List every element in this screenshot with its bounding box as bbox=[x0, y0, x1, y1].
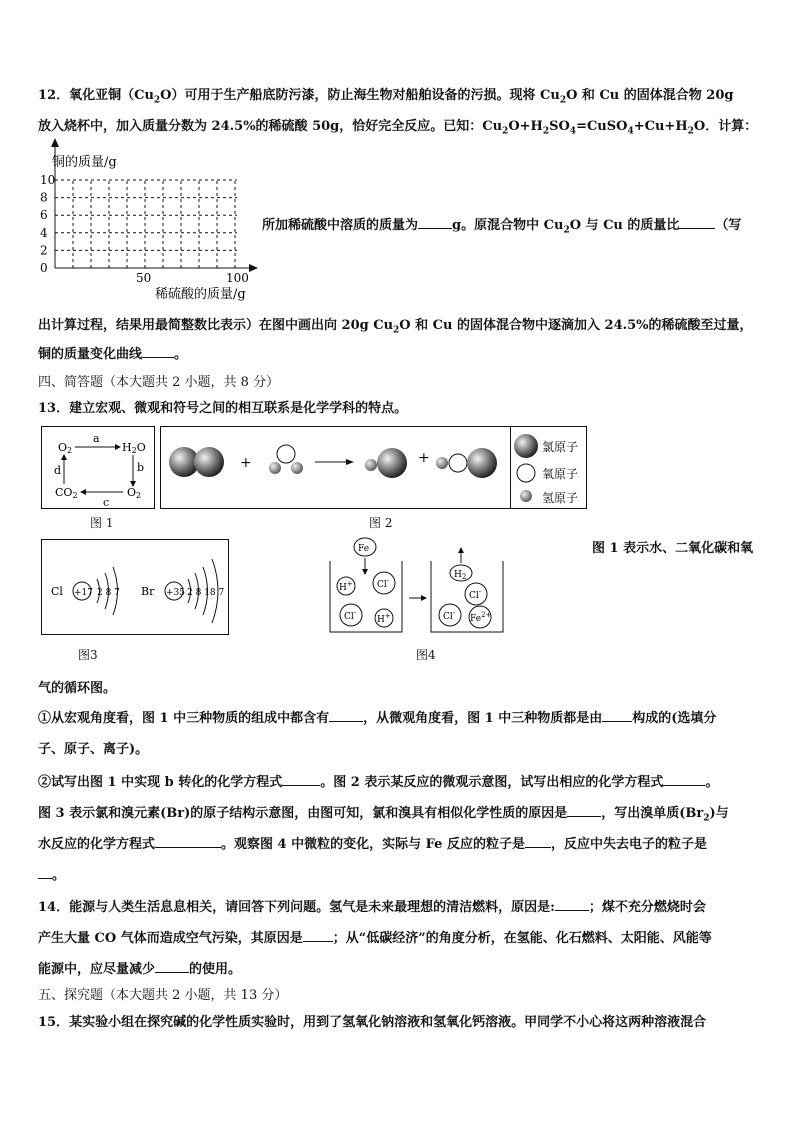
q13-cont: 气的循环图。 bbox=[38, 681, 117, 696]
answer-blank[interactable] bbox=[602, 709, 632, 722]
cl-ion-label: Cl- bbox=[443, 609, 456, 622]
q13-part2: ②试写出图 1 中实现 b 转化的化学方程式 。图 2 表示某反应的微观示意图，试写出相应的化学方程式 。 bbox=[38, 775, 719, 790]
co2-label: CO2 bbox=[55, 486, 78, 500]
plus-sign: + bbox=[240, 455, 252, 471]
legend-oxygen-label: 氧原子 bbox=[542, 467, 579, 481]
oxygen-atom bbox=[277, 445, 295, 463]
figure-3-caption: 图3 bbox=[78, 648, 98, 662]
figure-3-atomic-structure bbox=[41, 539, 229, 635]
o2-bottom-label: O2 bbox=[127, 486, 142, 500]
q13-part4: 水反应的化学方程式 。观察图 4 中微粒的变化，实际与 Fe 反应的粒子是 ，反应中失去电子的粒子是 bbox=[38, 837, 707, 852]
bromine-electrons: 2 8 18 7 bbox=[187, 588, 225, 598]
cl-ion-label: Cl- bbox=[469, 588, 482, 601]
chlorine-electrons: 2 8 7 bbox=[97, 588, 120, 598]
answer-blank[interactable] bbox=[155, 960, 189, 973]
answer-blank[interactable] bbox=[418, 216, 452, 229]
q12-side-text: 所加稀硫酸中溶质的质量为 g。原混合物中 $Cu_2O$ 与 Cu 的质量比 （写 bbox=[262, 218, 742, 236]
q15-line1: 15．某实验小组在探究碱的化学性质实验时，用到了氢氧化钠溶液和氢氧化钙溶液。甲同学不小心将这两种溶液混合 bbox=[38, 1015, 707, 1030]
q13-part1-cont: 子、原子、离子)。 bbox=[38, 742, 149, 757]
answer-blank[interactable] bbox=[329, 709, 363, 722]
legend-oxygen-icon bbox=[517, 464, 535, 482]
y-axis-label: 铜的质量/g bbox=[52, 155, 117, 170]
y-tick-label: 4 bbox=[40, 225, 48, 240]
figure-4-beakers bbox=[327, 535, 517, 638]
q13-part5: 。 bbox=[38, 864, 65, 883]
arrow-c-label: c bbox=[103, 496, 110, 509]
cl-ion-label: Cl- bbox=[344, 609, 357, 622]
legend-chlorine-icon bbox=[514, 434, 538, 458]
figure-1-cycle bbox=[41, 426, 155, 509]
q13-side-text: 图 1 表示水、二氧化碳和氧 bbox=[592, 541, 754, 556]
answer-blank[interactable] bbox=[155, 835, 221, 848]
y-tick-label: 6 bbox=[40, 208, 48, 223]
h2o-label: H2O bbox=[122, 441, 146, 455]
chlorine-atom bbox=[377, 448, 407, 478]
x-axis-arrow bbox=[249, 264, 258, 272]
answer-blank[interactable] bbox=[663, 773, 705, 786]
chlorine-nucleus: +17 bbox=[74, 588, 93, 598]
answer-blank[interactable] bbox=[567, 804, 601, 817]
chlorine-atom bbox=[467, 448, 497, 478]
arrow-b-label: b bbox=[137, 461, 145, 474]
q13-part3: 图 3 表示氯和溴元素(Br)的原子结构示意图，由图可知，氯和溴具有相似化学性质的原因是 ，写出溴单质$(Br_2)$与 bbox=[38, 806, 729, 824]
arrow-a-label: a bbox=[93, 432, 100, 445]
y-tick-label: 8 bbox=[40, 190, 48, 205]
q14-line3: 能源中，应尽量减少 的使用。 bbox=[38, 962, 242, 977]
legend-hydrogen-label: 氢原子 bbox=[542, 491, 579, 505]
answer-blank[interactable] bbox=[38, 866, 52, 879]
chlorine-symbol: Cl bbox=[51, 585, 63, 598]
answer-blank[interactable] bbox=[303, 929, 333, 942]
answer-blank[interactable] bbox=[142, 345, 174, 358]
answer-blank[interactable] bbox=[679, 216, 715, 229]
figure-2-caption: 图 2 bbox=[369, 516, 393, 530]
h-ion-label: H+ bbox=[339, 580, 353, 593]
bromine-nucleus: +35 bbox=[166, 588, 185, 598]
x-axis-label: 稀硫酸的质量/g bbox=[155, 287, 246, 302]
fe2-ion-label: $Fe^{2+}$ bbox=[470, 611, 492, 624]
x-tick-label: 100 bbox=[226, 271, 249, 285]
y-tick-label: 2 bbox=[40, 243, 48, 258]
q14-line1: 14．能源与人类生活息息相关，请回答下列问题。氢气是未来最理想的清洁燃料，原因是: ；煤不充分燃烧时会 bbox=[38, 900, 706, 915]
h2-label: $H_2$ bbox=[454, 570, 467, 581]
figure-2-reaction bbox=[160, 426, 587, 509]
q12-line1: 12．氧化亚铜$(Cu_2O)$可用于生产船底防污漆，防止海生物对船舶设备的污损。现将 $Cu_2O$ 和 Cu 的固体混合物 20g bbox=[38, 88, 734, 106]
q13-part1: ①从宏观角度看，图 1 中三种物质的组成中都含有 ，从微观角度看，图 1 中三种物质都是由 构成的(选填分 bbox=[38, 711, 717, 726]
q12-line5: 铜的质量变化曲线 。 bbox=[38, 347, 188, 362]
plus-sign: + bbox=[418, 450, 430, 466]
bromine-symbol: Br bbox=[141, 585, 155, 598]
answer-blank[interactable] bbox=[525, 835, 551, 848]
y-tick-label: 0 bbox=[40, 261, 48, 275]
o2-label: O2 bbox=[58, 441, 73, 455]
copper-mass-chart bbox=[30, 138, 270, 308]
y-tick-label: 10 bbox=[40, 173, 56, 187]
hydrogen-atom bbox=[291, 462, 303, 474]
q12-line4: 出计算过程，结果用最简整数比表示）在图中画出向 20g $Cu_2O$ 和 Cu 的固体混合物中逐滴加入 24.5%的稀硫酸至过量， bbox=[38, 318, 753, 336]
chlorine-atom bbox=[194, 447, 224, 477]
q14-line2: 产生大量 CO 气体而造成空气污染，其原因是 ；从“低碳经济”的角度分析，在氢能、化石燃料、太阳能、风能等 bbox=[38, 931, 712, 946]
figure-1-caption: 图 1 bbox=[90, 516, 114, 530]
q13-intro: 13．建立宏观、微观和符号之间的相互联系是化学学科的特点。 bbox=[38, 401, 408, 416]
chart-grid bbox=[55, 180, 237, 268]
cl-ion-label: Cl- bbox=[377, 577, 390, 590]
hydrogen-atom bbox=[365, 459, 377, 471]
figure-4-caption: 图4 bbox=[416, 648, 436, 662]
hydrogen-atom bbox=[269, 462, 281, 474]
beaker-right bbox=[431, 561, 503, 632]
x-tick-label: 50 bbox=[136, 271, 152, 285]
legend-hydrogen-icon bbox=[520, 490, 532, 502]
oxygen-atom bbox=[449, 454, 467, 472]
q12-line2: 放入烧杯中，加入质量分数为 24.5%的稀硫酸 50g，恰好完全反应。已知：$Cu_2O+H_2SO_4=CuSO_4+Cu+H_2O$．计算： bbox=[38, 119, 758, 137]
section-5-heading: 五、探究题（本大题共 2 小题，共 13 分） bbox=[38, 988, 288, 1003]
answer-blank[interactable] bbox=[282, 773, 320, 786]
hydrogen-atom bbox=[436, 457, 448, 469]
legend-chlorine-label: 氯原子 bbox=[542, 440, 579, 454]
section-4-heading: 四、简答题（本大题共 2 小题，共 8 分） bbox=[38, 375, 280, 390]
answer-blank[interactable] bbox=[555, 898, 589, 911]
y-axis-arrow bbox=[51, 138, 59, 147]
iron-label: Fe bbox=[358, 544, 370, 554]
arrow-d-label: d bbox=[54, 464, 62, 477]
h-ion-label: H+ bbox=[377, 612, 391, 625]
